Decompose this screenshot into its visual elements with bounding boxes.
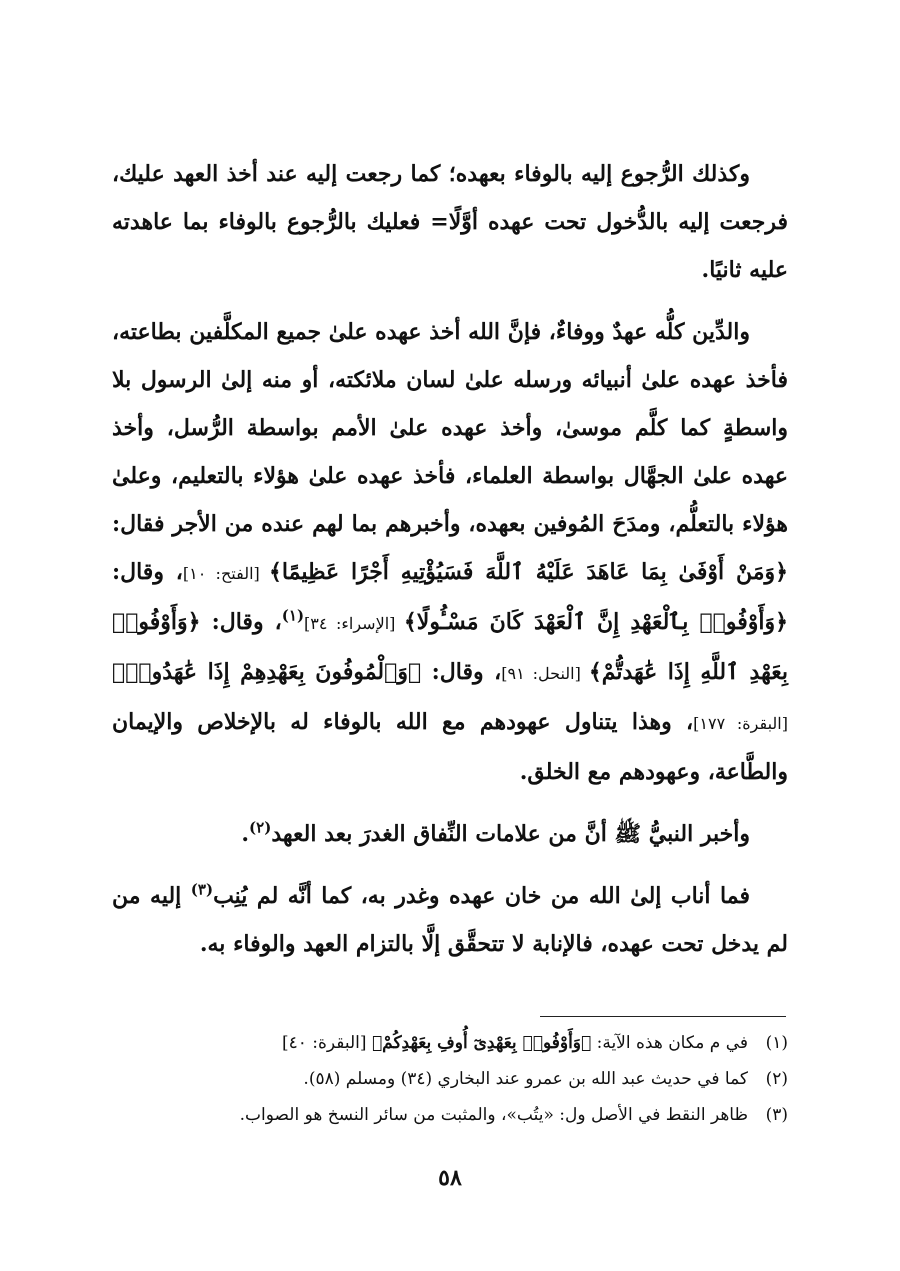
footnote-2 [112,1061,788,1097]
footnote-marker-3[interactable]: (٣) [190,880,214,899]
verse-reference-1: [الفتح: ١٠] [182,564,269,583]
footnote-text: ظاهر النقط في الأصل ول: «يتُب»، والمثبت من سائر النسخ هو الصواب. [239,1105,748,1125]
verse-reference-4: [البقرة: ١٧٧] [693,714,788,733]
footnote-1 [112,1025,788,1061]
footnote-text: كما في حديث عبد الله بن عمرو عند البخاري (٣٤) ومسلم (٥٨). [303,1069,748,1089]
footnotes [112,1025,788,1133]
paragraph-2 [112,308,788,796]
footnote-number: (١) [765,1033,788,1053]
verse-reference-3: [النحل: ٩١] [501,664,589,683]
footnote-quran-verse: ﴿وَأَوْفُوا۟ بِعَهْدِىٓ أُوفِ بِعَهْدِكُمْ﴾ [371,1033,592,1053]
footnote-text: في م مكان هذه الآية: [591,1033,748,1053]
paragraph-2-text-a: والدِّين كلُّه عهدٌ ووفاءٌ، فإنَّ الله أخذ عهده علىٰ جميع المكلَّفين بطاعته، فأخذ عهده علىٰ أنبيائه ورسله علىٰ لسان ملائكته، أو منه إلىٰ الرسول بلا واسطةٍ كما كلَّم موسىٰ، وأخذ عهده علىٰ الأمم بواسطة الرُّسل، وأخذ عهده علىٰ الجهَّال بواسطة العلماء، فأخذ عهده علىٰ هؤلاء بالتعليم، وعلىٰ هؤلاء بالتعلُّم، ومدَحَ المُوفين بعهده، وأخبرهم بما لهم عنده من الأجر فقال: [112,319,788,537]
footnote-3 [112,1097,788,1133]
footnote-number: (٣) [765,1105,788,1125]
paragraph-4-text: فما أناب إلىٰ الله من خان عهده وغدر به، كما أنَّه لم يُنِب [213,883,750,909]
footnote-marker-1[interactable]: (١) [281,606,305,625]
paragraph-2-text-b: ، وقال: [112,559,183,585]
page-number: ٥٨ [438,1165,462,1191]
paragraph-2-text-d: ، وقال: [421,659,502,685]
footnote-separator [540,1016,786,1017]
quran-verse-1: ﴿وَمَنْ أَوْفَىٰ بِمَا عَاهَدَ عَلَيْهُ ٱللَّهَ فَسَيُؤْتِيهِ أَجْرًا عَظِيمًا﴾ [269,559,788,585]
verse-reference-2: [الإسراء: ٣٤] [304,614,404,633]
body-text [112,150,788,968]
paragraph-4-end: إليه من لم يدخل تحت عهده، فالإنابة لا تتحقَّق إلَّا بالتزام العهد والوفاء به. [112,883,788,957]
quran-verse-3: ﴿وَأَوْفُوا۟ بِعَهْدِ ٱللَّهِ إِذَا عَٰهَدتُّمْ﴾ [112,609,788,685]
footnote-marker-2[interactable]: (٢) [249,818,272,837]
paragraph-4 [112,872,788,968]
footnote-number: (٢) [765,1069,788,1089]
paragraph-1: وكذلك الرُّجوع إليه بالوفاء بعهده؛ كما رجعت إليه عند أخذ العهد عليك، فرجعت إليه بالدُّخول تحت عهده أوَّلًا= فعليك بالرُّجوع بالوفاء بما عاهدته عليه ثانيًا. [112,161,788,283]
paragraph-2-text-e: ، وهذا يتناول عهودهم مع الله بالوفاء له بالإخلاص والإيمان والطَّاعة، وعهودهم مع الخلق. [112,709,788,785]
footnote-reference: [البقرة: ٤٠] [281,1033,372,1053]
paragraph-2-text-c: ، وقال: [200,609,282,635]
paragraph-3-end: . [241,821,250,847]
quran-verse-2: ﴿وَأَوْفُوا۟ بِٱلْعَهْدِ إِنَّ ٱلْعَهْدَ كَانَ مَسْـُٔولًا﴾ [403,609,789,635]
paragraph-3 [112,810,788,858]
quran-verse-4: ﴿وَٱلْمُوفُونَ بِعَهْدِهِمْ إِذَا عَٰهَدُوا۟﴾ [112,659,422,685]
paragraph-3-text: وأخبر النبيُّ ﷺ أنَّ من علامات النِّفاق الغدرَ بعد العهد [271,821,750,847]
